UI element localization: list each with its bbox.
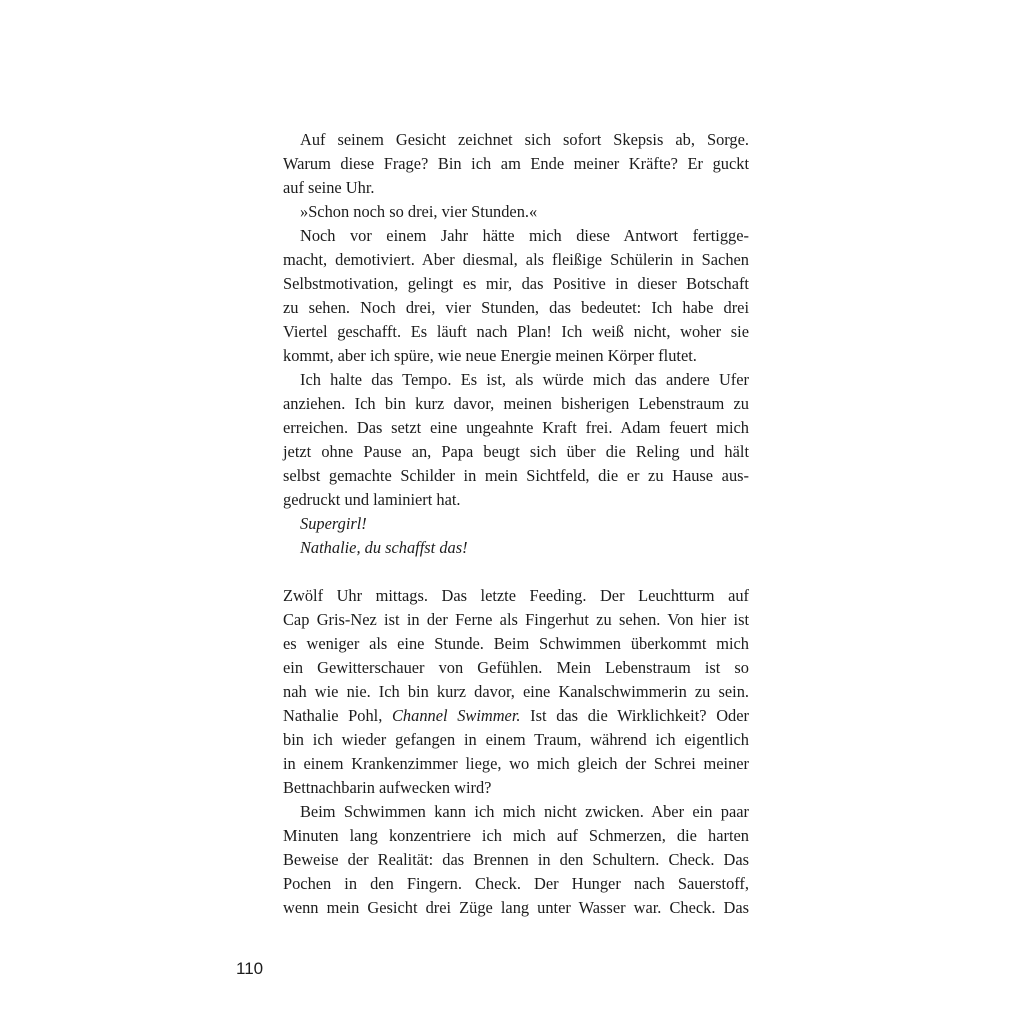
text-line: wenn mein Gesicht drei Züge lang unter Wasser war. Check. Das: [283, 898, 749, 917]
text-line: Warum diese Frage? Bin ich am Ende meiner Kräfte? Er guckt: [283, 154, 749, 173]
text-line: Pochen in den Fingern. Check. Der Hunger nach Sauerstoff,: [283, 874, 749, 893]
text-line: Beim Schwimmen kann ich mich nicht zwicken. Aber ein paar: [300, 802, 749, 821]
text-line: Noch vor einem Jahr hätte mich diese Antwort fertigge-: [300, 226, 749, 245]
text-line: Ich halte das Tempo. Es ist, als würde mich das andere Ufer: [300, 370, 749, 389]
text-line: Bettnachbarin aufwecken wird?: [283, 778, 492, 797]
italic-line: [283, 536, 749, 560]
text-line: kommt, aber ich spüre, wie neue Energie meinen Körper flutet.: [283, 346, 697, 365]
text-line: macht, demotiviert. Aber diesmal, als fleißige Schülerin in Sachen: [283, 250, 749, 269]
text-line: Nathalie Pohl, Channel Swimmer. Ist das die Wirklichkeit? Oder: [283, 706, 749, 725]
text-line: Viertel geschafft. Es läuft nach Plan! Ich weiß nicht, woher sie: [283, 322, 749, 341]
text-line: jetzt ohne Pause an, Papa beugt sich über die Reling und hält: [283, 442, 749, 461]
text-block-lower: [283, 584, 749, 920]
text-line: Nathalie, du schaffst das!: [300, 538, 468, 557]
text-line: »Schon noch so drei, vier Stunden.«: [300, 202, 538, 221]
text-line: selbst gemachte Schilder in mein Sichtfeld, die er zu Hause aus-: [283, 466, 749, 485]
text-line: Supergirl!: [300, 514, 367, 533]
text-line: in einem Krankenzimmer liege, wo mich gleich der Schrei meiner: [283, 754, 749, 773]
text-line: Cap Gris-Nez ist in der Ferne als Fingerhut zu sehen. Von hier ist: [283, 610, 749, 629]
paragraph: [283, 128, 749, 200]
text-line: Zwölf Uhr mittags. Das letzte Feeding. Der Leuchtturm auf: [283, 586, 749, 605]
text-line: Auf seinem Gesicht zeichnet sich sofort Skepsis ab, Sorge.: [300, 130, 749, 149]
text-line: ein Gewitterschauer von Gefühlen. Mein Lebenstraum ist so: [283, 658, 749, 677]
paragraph: [283, 584, 749, 800]
paragraph: [283, 368, 749, 512]
paragraph: [283, 224, 749, 368]
text-line: gedruckt und laminiert hat.: [283, 490, 461, 509]
text-line: Minuten lang konzentriere ich mich auf Schmerzen, die harten: [283, 826, 749, 845]
text-line: auf seine Uhr.: [283, 178, 375, 197]
text-line: zu sehen. Noch drei, vier Stunden, das bedeutet: Ich habe drei: [283, 298, 749, 317]
text-line: Selbstmotivation, gelingt es mir, das Positive in dieser Botschaft: [283, 274, 749, 293]
text-line: es weniger als eine Stunde. Beim Schwimmen überkommt mich: [283, 634, 749, 653]
paragraph: [283, 200, 749, 224]
text-line: bin ich wieder gefangen in einem Traum, während ich eigentlich: [283, 730, 749, 749]
page-number: 110: [236, 959, 264, 978]
text-line: nah wie nie. Ich bin kurz davor, eine Kanalschwimmerin zu sein.: [283, 682, 749, 701]
text-line: erreichen. Das setzt eine ungeahnte Kraft frei. Adam feuert mich: [283, 418, 749, 437]
italic-line: [283, 512, 749, 536]
text-line: anziehen. Ich bin kurz davor, meinen bisherigen Lebenstraum zu: [283, 394, 749, 413]
text-line: Beweise der Realität: das Brennen in den Schultern. Check. Das: [283, 850, 749, 869]
paragraph: [283, 800, 749, 920]
text-block-upper: [283, 128, 749, 560]
